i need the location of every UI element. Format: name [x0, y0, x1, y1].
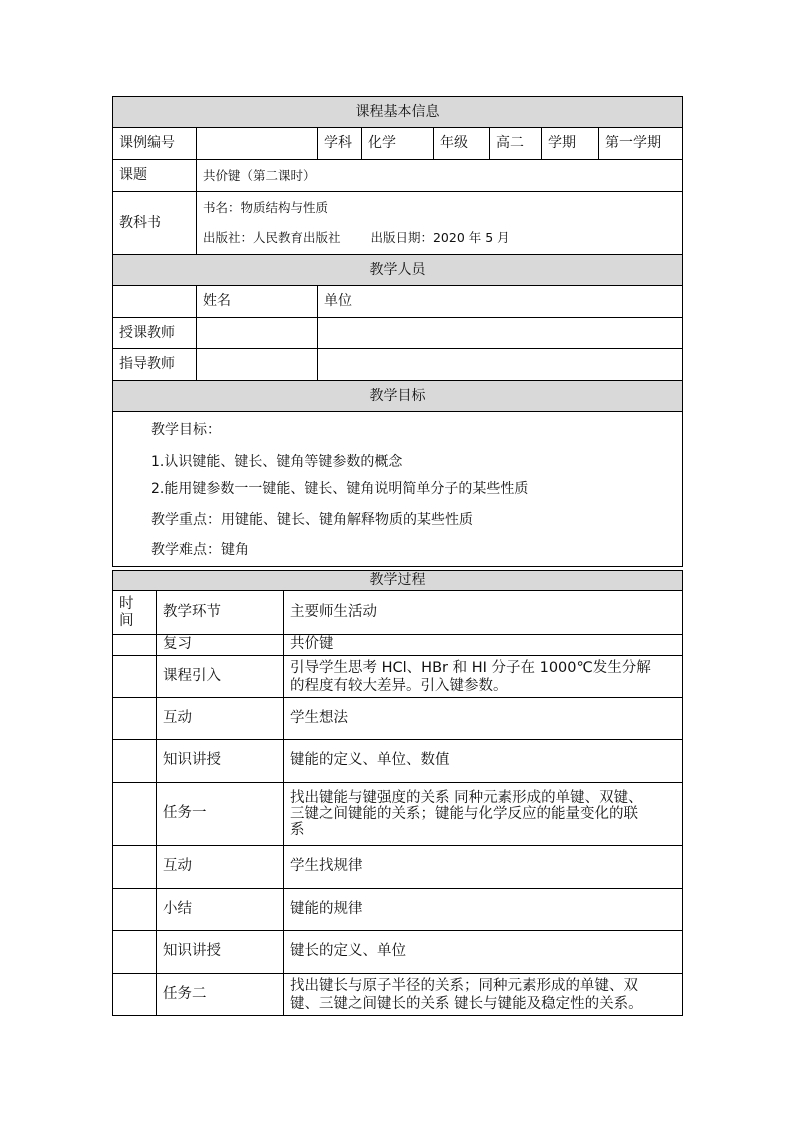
time-cell [113, 698, 157, 740]
activity-line: 三键之间键能的关系；键能与化学反应的能量变化的联 [290, 806, 638, 822]
stage-cell: 复习 [157, 635, 284, 656]
term-value: 第一学期 [599, 128, 683, 160]
table-row [113, 740, 683, 783]
staff-name-header: 姓名 [197, 286, 318, 318]
stage-cell: 互动 [157, 698, 284, 740]
time-cell [113, 740, 157, 783]
time-cell [113, 656, 157, 698]
activity-line: 引导学生思考 HCl、HBr 和 HI 分子在 1000℃发生分解 [290, 659, 651, 676]
activity-cell: 键能的规律 [284, 889, 683, 931]
stage-cell: 知识讲授 [157, 931, 284, 974]
table-row [113, 931, 683, 974]
stage-header: 教学环节 [157, 591, 284, 635]
process-table [112, 570, 683, 1016]
stage-cell: 任务一 [157, 783, 284, 846]
activity-line: 键、三键之间键长的关系 键长与键能及稳定性的关系。 [290, 995, 643, 1012]
table-row [113, 846, 683, 889]
activity-header: 主要师生活动 [284, 591, 683, 635]
term-label: 学期 [542, 128, 599, 160]
stage-cell: 小结 [157, 889, 284, 931]
activity-cell [284, 974, 683, 1016]
table-row [113, 656, 683, 698]
time-cell [113, 846, 157, 889]
time-header-line1: 时 [119, 595, 134, 612]
mentor-label: 指导教师 [113, 349, 197, 381]
time-cell [113, 889, 157, 931]
time-cell [113, 783, 157, 846]
goal-item-2: 2.能用键参数一一键能、键长、键角说明简单分子的某些性质 [151, 481, 529, 497]
activity-line: 找出键能与键强度的关系 同种元素形成的单键、双键、 [290, 790, 643, 806]
difficulty: 教学难点：键角 [151, 542, 249, 558]
staff-unit-header: 单位 [318, 286, 683, 318]
textbook-label: 教科书 [113, 192, 197, 255]
activity-line: 的程度有较大差异。引入键参数。 [290, 677, 508, 694]
mentor-name [197, 349, 318, 381]
goals-cell [113, 412, 683, 567]
time-cell [113, 974, 157, 1016]
activity-cell [284, 656, 683, 698]
activity-cell [284, 783, 683, 846]
table-row [113, 889, 683, 931]
time-cell [113, 635, 157, 656]
section-basic-info: 课程基本信息 [113, 97, 683, 128]
activity-line: 系 [290, 822, 305, 838]
teacher-unit [318, 318, 683, 349]
activity-cell: 键能的定义、单位、数值 [284, 740, 683, 783]
section-goals: 教学目标 [113, 381, 683, 412]
staff-blank [113, 286, 197, 318]
case-no-label: 课例编号 [113, 128, 197, 160]
activity-cell: 学生找规律 [284, 846, 683, 889]
table-row [113, 698, 683, 740]
key-point: 教学重点：用键能、键长、键角解释物质的某些性质 [151, 512, 473, 528]
stage-cell: 知识讲授 [157, 740, 284, 783]
grade-label: 年级 [434, 128, 490, 160]
teacher-label: 授课教师 [113, 318, 197, 349]
goals-heading: 教学目标： [151, 422, 221, 438]
topic-value: 共价键（第二课时） [197, 160, 683, 192]
lesson-info-table [112, 96, 683, 567]
table-row [113, 974, 683, 1016]
time-cell [113, 931, 157, 974]
stage-cell: 任务二 [157, 974, 284, 1016]
time-header [113, 591, 157, 635]
section-staff: 教学人员 [113, 255, 683, 286]
textbook-info [197, 192, 683, 255]
time-header-line2: 间 [119, 612, 134, 629]
goal-item-1: 1.认识键能、键长、键角等键参数的概念 [151, 454, 403, 470]
activity-cell: 共价键 [284, 635, 683, 656]
book-name: 书名：物质结构与性质 [203, 200, 329, 215]
mentor-unit [318, 349, 683, 381]
activity-line: 找出键长与原子半径的关系；同种元素形成的单键、双 [290, 977, 638, 994]
grade-value: 高二 [490, 128, 542, 160]
table-row [113, 783, 683, 846]
publish-date: 出版日期：2020 年 5 月 [370, 230, 510, 245]
case-no-value [197, 128, 318, 160]
activity-cell: 学生想法 [284, 698, 683, 740]
teacher-name [197, 318, 318, 349]
table-row [113, 635, 683, 656]
topic-label: 课题 [113, 160, 197, 192]
activity-cell: 键长的定义、单位 [284, 931, 683, 974]
publisher: 出版社：人民教育出版社 [203, 230, 341, 245]
subject-value: 化学 [362, 128, 434, 160]
subject-label: 学科 [318, 128, 362, 160]
stage-cell: 互动 [157, 846, 284, 889]
publisher-line [203, 223, 682, 253]
section-process: 教学过程 [113, 571, 683, 591]
stage-cell: 课程引入 [157, 656, 284, 698]
